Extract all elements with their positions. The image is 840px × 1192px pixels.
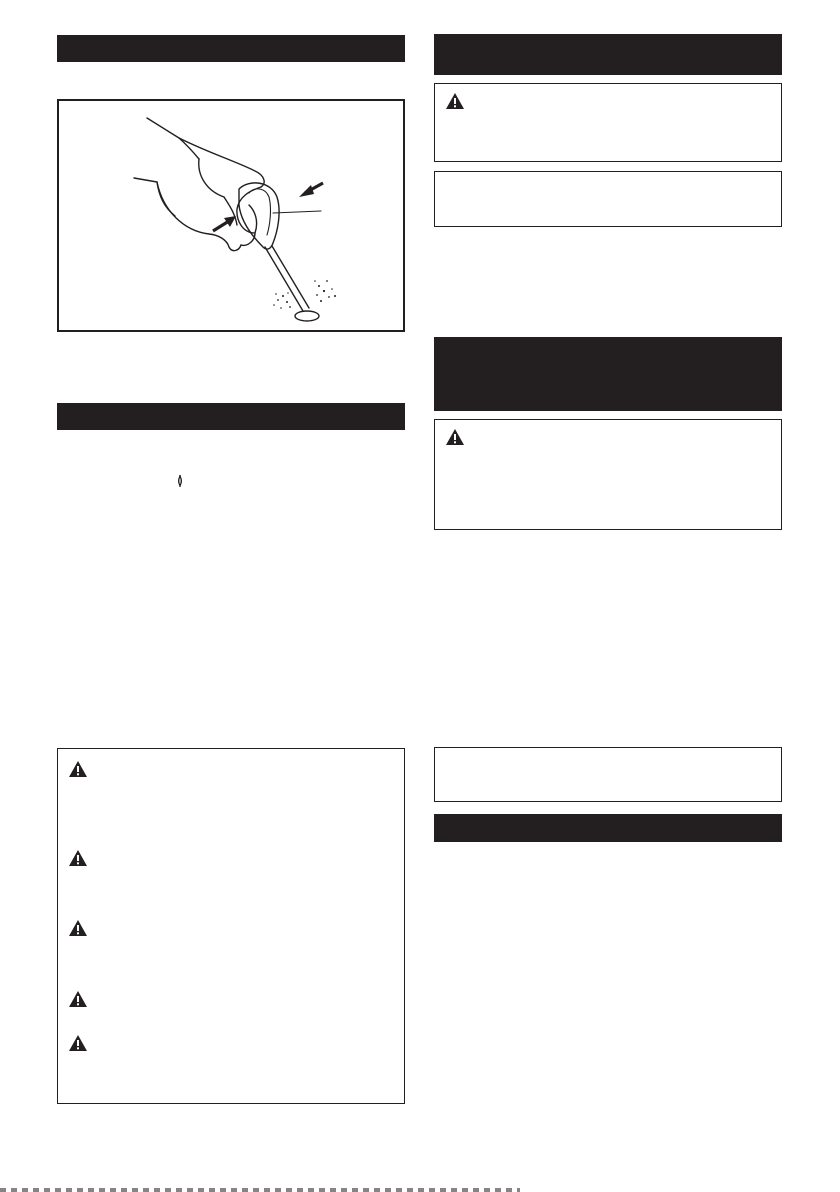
- warning-triangle-icon: [68, 760, 88, 778]
- warning-triangle-icon: [445, 428, 465, 446]
- drill-icon: ≬: [177, 473, 184, 488]
- arrow-icon: [213, 216, 236, 231]
- left-section-bar-1: [57, 35, 405, 62]
- warning-triangle-icon: [68, 990, 88, 1008]
- left-section-bar-2: [57, 403, 405, 430]
- left-warning-box: [57, 748, 405, 1104]
- right-warning-box-2: [434, 419, 782, 530]
- warning-triangle-icon: [68, 1034, 88, 1052]
- right-warning-box-1: [434, 83, 782, 162]
- blower-figure: [57, 99, 405, 332]
- right-section-bar-2: [434, 337, 782, 411]
- warning-triangle-icon: [445, 92, 465, 110]
- right-section-bar-3: [434, 814, 782, 842]
- arrow-icon: [299, 183, 323, 197]
- right-notice-box-1: [434, 171, 782, 227]
- right-notice-box-2: [434, 747, 782, 802]
- warning-triangle-icon: [68, 849, 88, 867]
- right-section-bar-1: [434, 34, 782, 75]
- hand-with-blower-illustration: [59, 101, 403, 330]
- footer-scan-line: [0, 1188, 520, 1192]
- warning-triangle-icon: [68, 919, 88, 937]
